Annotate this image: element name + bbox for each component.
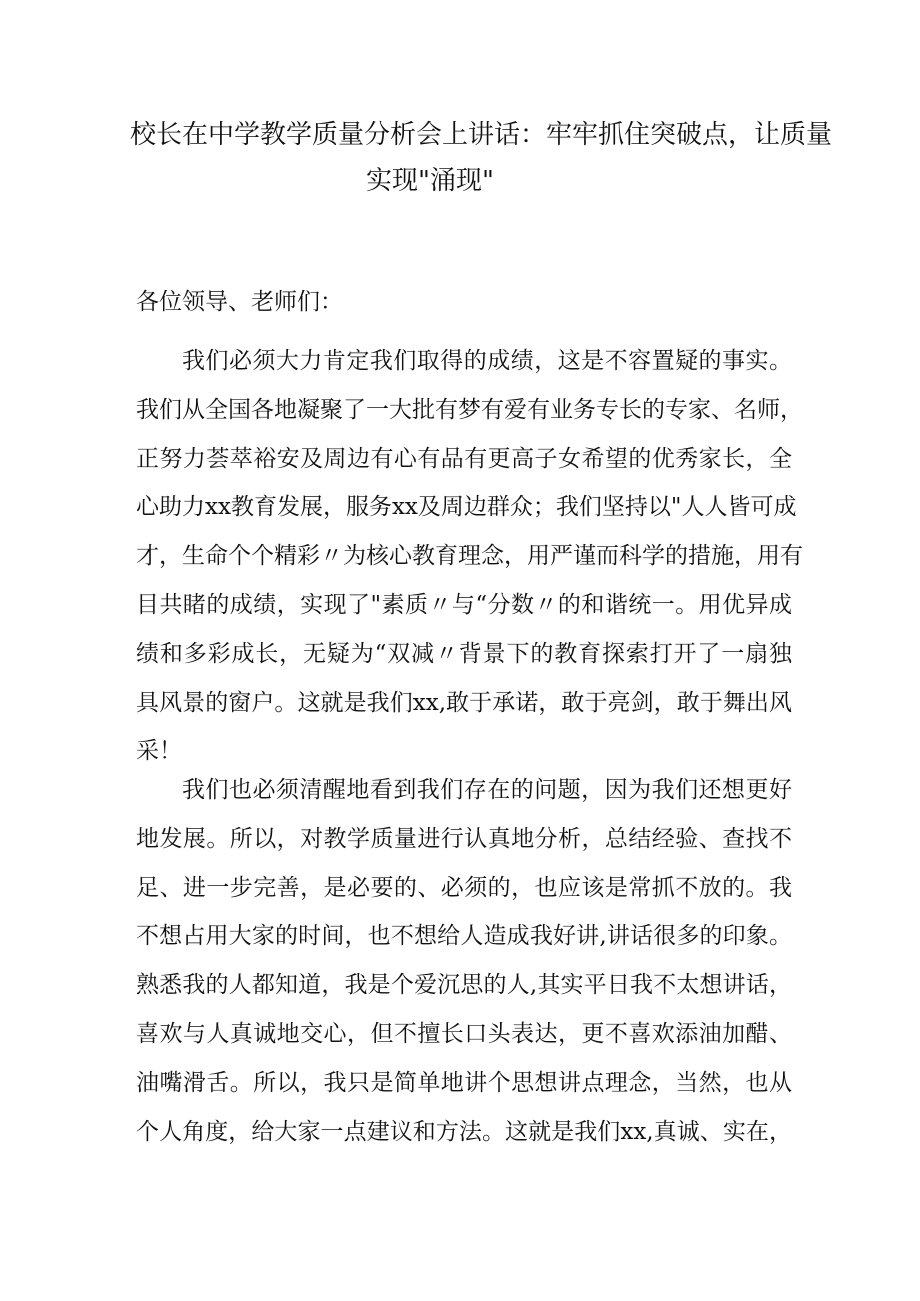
paragraph-line: 我们从全国各地凝聚了一大批有梦有爱有业务专长的专家、名师， (136, 396, 803, 423)
paragraph-line: 绩和多彩成长，无疑为“双减〃背景下的教育探索打开了一扇独 (136, 640, 792, 667)
paragraph-line: 足、进一步完善，是必要的、必须的，也应该是常抓不放的。我 (136, 874, 792, 901)
title-line-1: 校长在中学教学质量分析会上讲话：牢牢抓住突破点，让质量 (130, 120, 833, 150)
paragraph-line: 我们也必须清醒地看到我们存在的问题，因为我们还想更好 (182, 777, 792, 803)
paragraph-line: 不想占用大家的时间，也不想给人造成我好讲,讲话很多的印象。 (136, 923, 792, 950)
salutation: 各位领导、老师们： (136, 289, 343, 315)
paragraph-line: 喜欢与人真诚地交心，但不擅长口头表达，更不喜欢添油加醋、 (136, 1020, 792, 1047)
paragraph-line: 个人角度，给大家一点建议和方法。这就是我们xx,真诚、实在， (136, 1118, 792, 1145)
paragraph-line: 才，生命个个精彩〃为核心教育理念，用严谨而科学的措施，用有 (136, 543, 803, 570)
paragraph-line: 正努力荟萃裕安及周边有心有品有更高子女希望的优秀家长，全 (136, 445, 792, 472)
paragraph-line: 心助力xx教育发展，服务xx及周边群众；我们坚持以"人人皆可成 (136, 494, 797, 521)
paragraph-line: 地发展。所以，对教学质量进行认真地分析，总结经验、查找不 (136, 825, 792, 852)
title-line-2: 实现"涌现" (366, 166, 494, 196)
paragraph-line: 我们必须大力肯定我们取得的成绩，这是不容置疑的事实。 (182, 348, 792, 374)
paragraph-line: 油嘴滑舌。所以，我只是简单地讲个思想讲点理念，当然，也从 (136, 1069, 792, 1096)
paragraph-line: 采！ (136, 738, 182, 765)
paragraph-2 (136, 766, 792, 1156)
document-title (130, 112, 833, 204)
paragraph-line: 熟悉我的人都知道，我是个爱沉思的人,其实平日我不太想讲话， (136, 972, 792, 999)
paragraph-line: 具风景的窗户。这就是我们xx,敢于承诺，敢于亮剑，敢于舞出风 (136, 689, 792, 716)
paragraph-line: 目共睹的成绩，实现了"素质〃与“分数〃的和谐统一。用优异成 (136, 591, 792, 618)
paragraph-1 (136, 337, 803, 776)
